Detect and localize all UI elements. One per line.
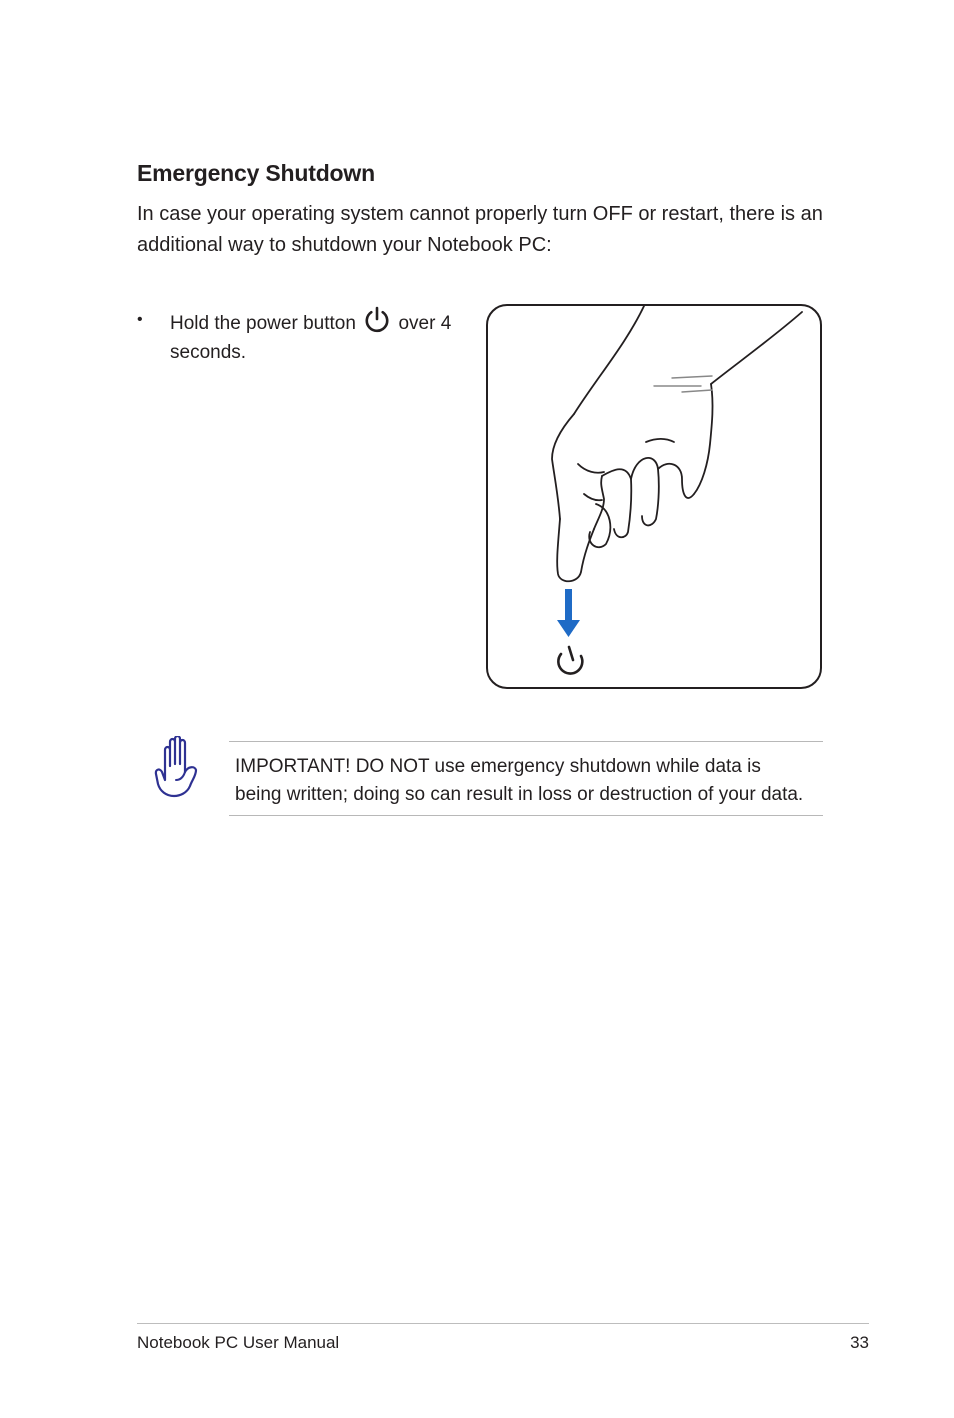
- list-item: [137, 305, 482, 367]
- intro-paragraph: In case your operating system cannot properly turn OFF or restart, there is an additional way to shutdown your Notebook PC:: [137, 203, 823, 256]
- instruction-text-start: Hold the power button: [170, 313, 362, 334]
- important-note: [229, 741, 823, 816]
- illustration-frame: [487, 305, 821, 688]
- power-icon: [362, 305, 392, 335]
- bullet-marker: •: [137, 311, 143, 328]
- hand-warning-icon: [152, 736, 202, 798]
- instruction-list: [137, 305, 482, 367]
- section-heading: Emergency Shutdown: [137, 160, 375, 186]
- footer-title: Notebook PC User Manual: [137, 1333, 340, 1352]
- power-button-illustration: [486, 304, 822, 689]
- page-number: 33: [850, 1333, 869, 1352]
- instruction-text-end: over 4 seconds.: [170, 313, 452, 363]
- footer-divider: [137, 1323, 869, 1324]
- important-note-text: IMPORTANT! DO NOT use emergency shutdown while data is being written; doing so can result in loss or destruction of your data.: [235, 756, 804, 805]
